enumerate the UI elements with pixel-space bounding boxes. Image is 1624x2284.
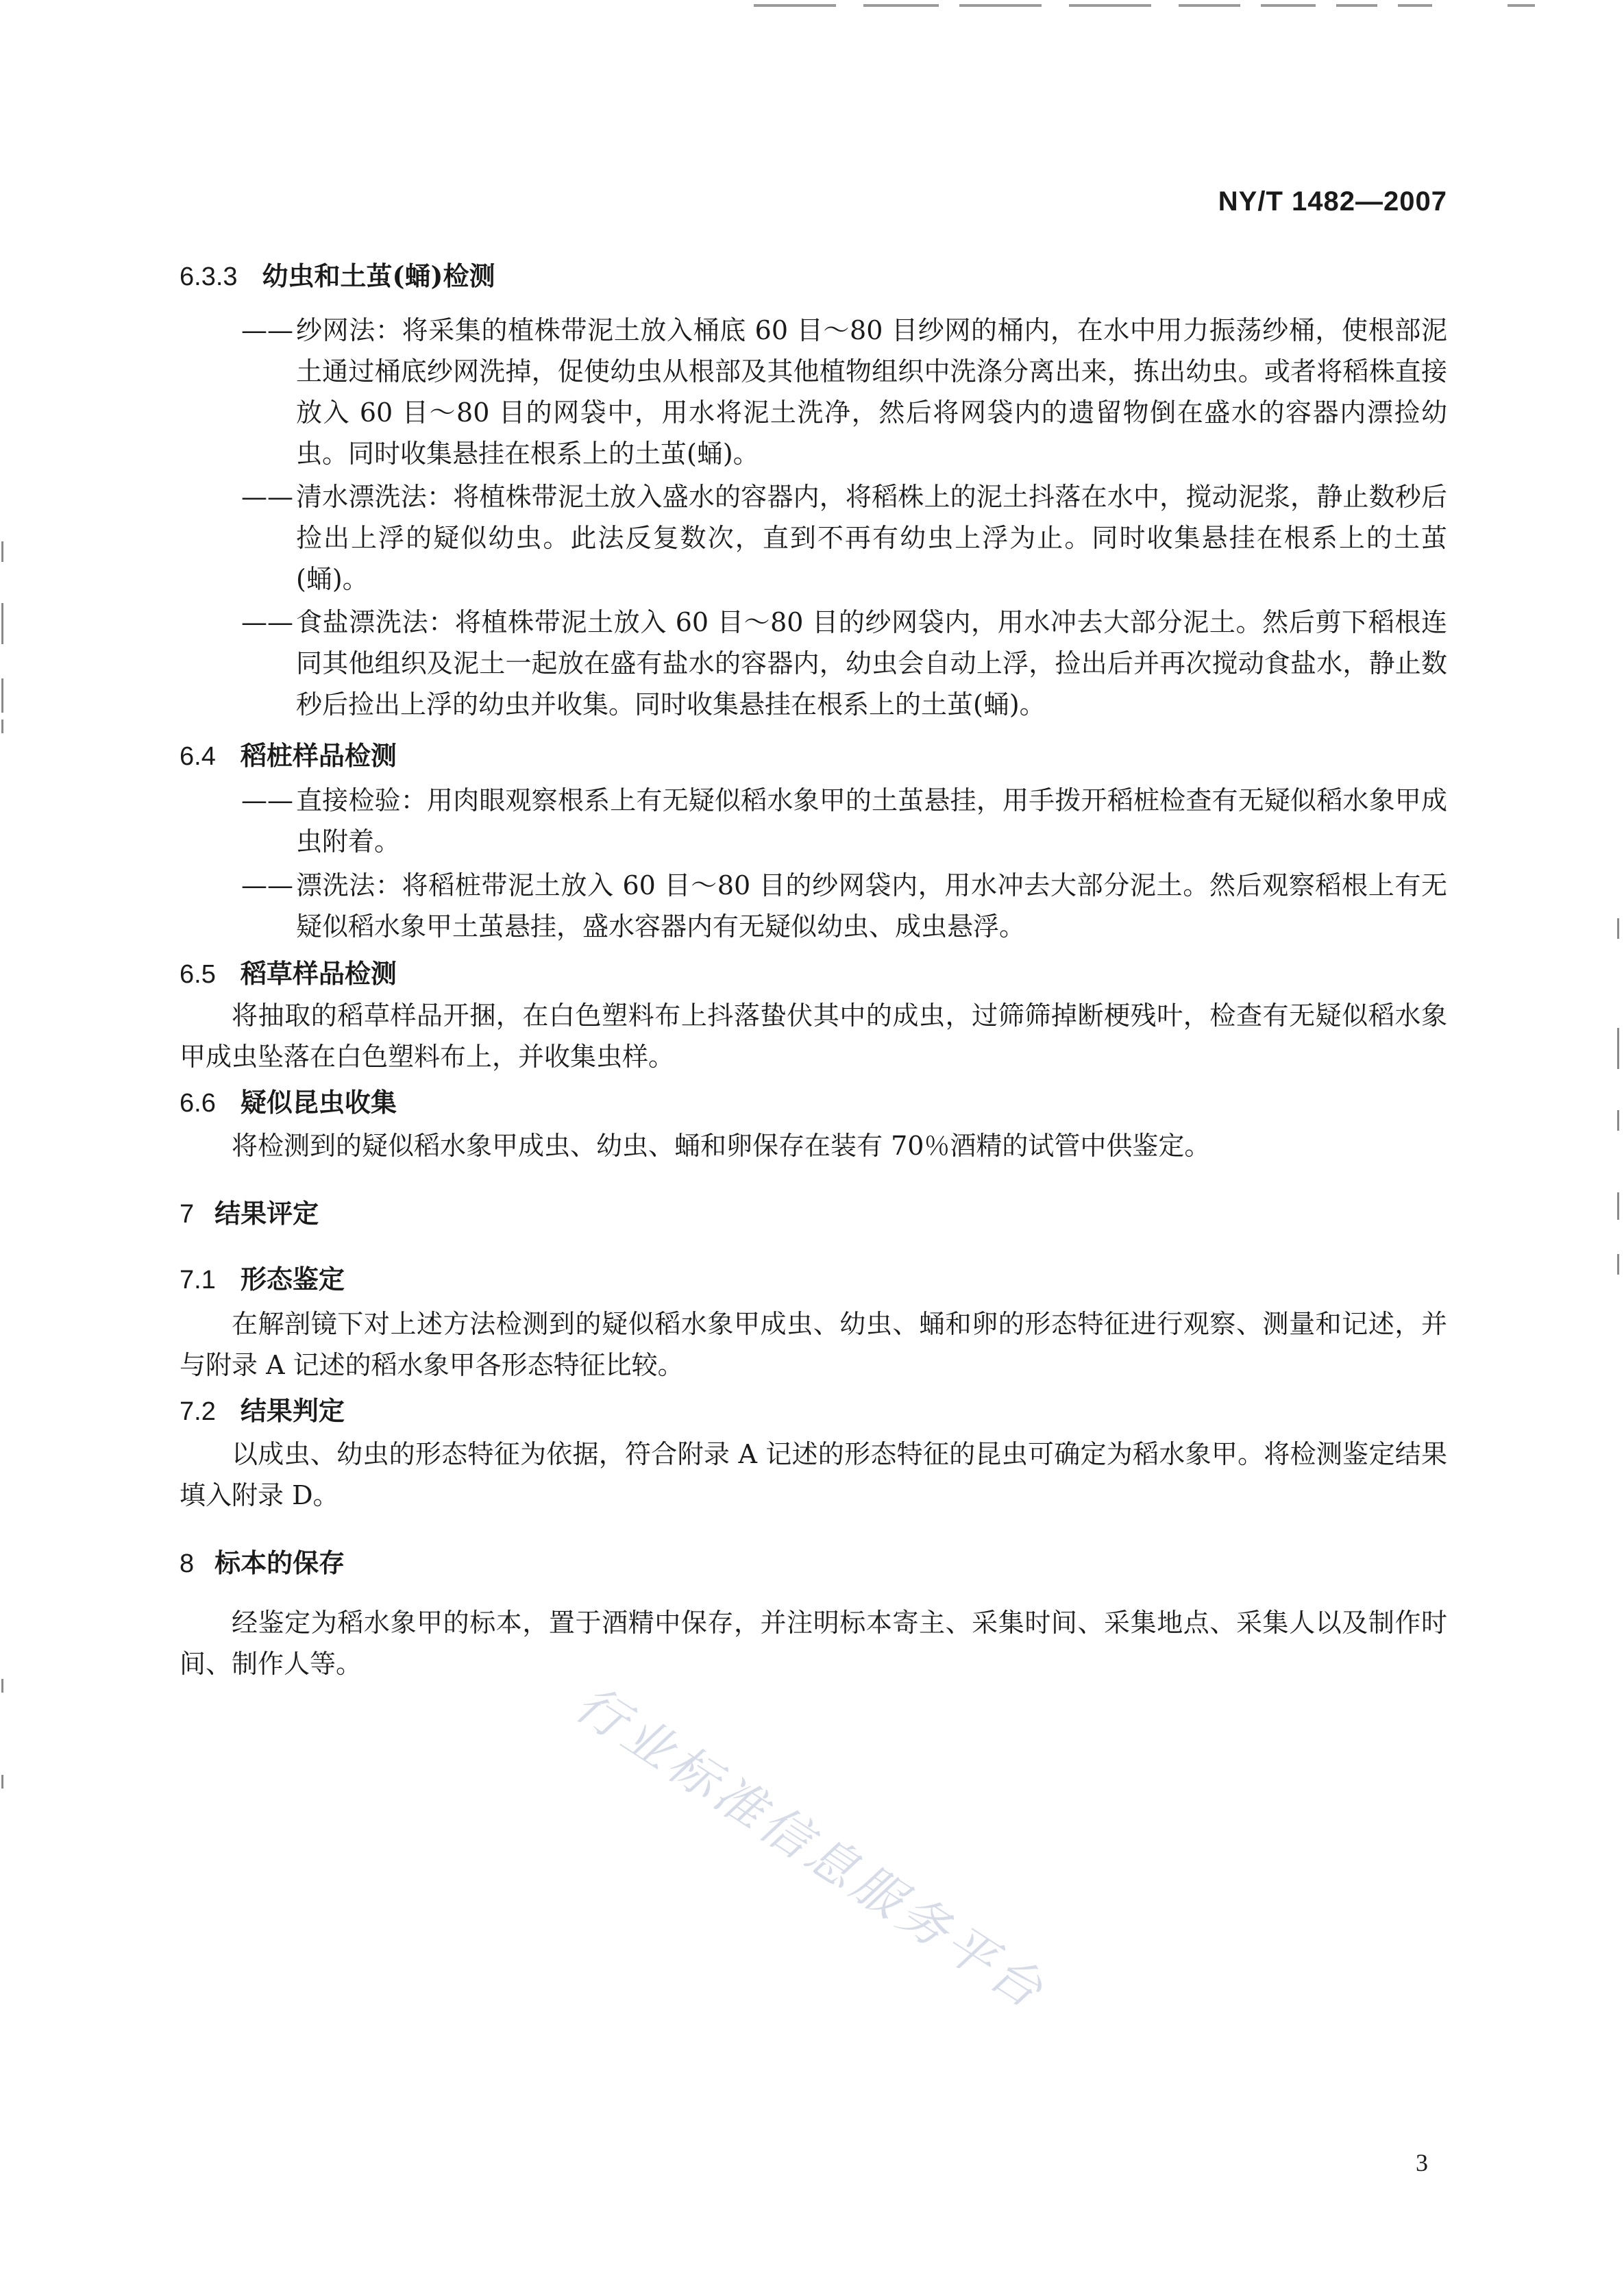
watermark: 行业标准信息服务平台 — [565, 1674, 1057, 2022]
paragraph-8: 经鉴定为稻水象甲的标本，置于酒精中保存，并注明标本寄主、采集时间、采集地点、采集人以及制作时间、制作人等。 — [180, 1608, 1447, 1679]
dash-marker: —— — [241, 482, 293, 512]
section-number: 6.6 — [180, 1089, 216, 1118]
list-item-text: 食盐漂洗法：将植株带泥土放入 60 目～80 目的纱网袋内，用水冲去大部分泥土。然后剪下稻根连同其他组织及泥土一起放在盛有盐水的容器内，幼虫会自动上浮，捡出后并再次搅动食盐水，静止数秒后捡出上浮的幼虫并收集。同时收集悬挂在根系上的土茧(蛹)。 — [296, 607, 1447, 720]
scan-artifact — [959, 4, 1042, 7]
section-number: 8 — [180, 1549, 195, 1578]
paragraph-6-5: 将抽取的稻草样品开捆，在白色塑料布上抖落蛰伏其中的成虫，过筛筛掉断梗残叶，检查有无疑似稻水象甲成虫坠落在白色塑料布上，并收集虫样。 — [180, 1000, 1447, 1072]
section-number: 6.3.3 — [180, 262, 238, 291]
list-item-text: 漂洗法：将稻桩带泥土放入 60 目～80 目的纱网袋内，用水冲去大部分泥土。然后观察稻根上有无疑似稻水象甲土茧悬挂，盛水容器内有无疑似幼虫、成虫悬浮。 — [296, 870, 1447, 942]
scan-artifact — [1508, 4, 1535, 7]
scan-artifact — [1336, 4, 1377, 7]
scan-artifact — [1398, 4, 1432, 7]
section-heading-6-3-3 — [180, 255, 495, 293]
scan-artifact — [754, 4, 836, 7]
section-heading-8 — [180, 1542, 345, 1580]
list-item-text: 清水漂洗法：将植株带泥土放入盛水的容器内，将稻株上的泥土抖落在水中，搅动泥浆，静止数秒后捡出上浮的疑似幼虫。此法反复数次，直到不再有幼虫上浮为止。同时收集悬挂在根系上的土茧(蛹)。 — [296, 482, 1447, 594]
section-number: 7 — [180, 1200, 195, 1229]
scan-artifact — [1, 678, 3, 713]
list-item-piaoxi — [241, 865, 1447, 947]
dash-marker: —— — [241, 607, 293, 637]
section-heading-7 — [180, 1192, 319, 1230]
list-item-qingshui — [241, 476, 1447, 600]
section-heading-6-5 — [180, 953, 397, 990]
section-title: 形态鉴定 — [240, 1264, 345, 1294]
scan-artifact — [1, 1679, 3, 1693]
scan-artifact — [1617, 1028, 1619, 1069]
list-item-text: 纱网法：将采集的植株带泥土放入桶底 60 目～80 目纱网的桶内，在水中用力振荡纱桶，使根部泥土通过桶底纱网洗掉，促使幼虫从根部及其他植物组织中洗涤分离出来，拣出幼虫。或者将稻株直接放入 60 目～80 目的网袋中，用水将泥土洗净，然后将网袋内的遗留物倒在盛水的容器内漂捡幼虫。同时收集悬挂在根系上的土茧(蛹)。 — [296, 315, 1447, 469]
section-number: 7.2 — [180, 1397, 216, 1426]
scan-artifact — [1, 720, 3, 733]
paragraph-7-2: 以成虫、幼虫的形态特征为依据，符合附录 A 记述的形态特征的昆虫可确定为稻水象甲。将检测鉴定结果填入附录 D。 — [180, 1439, 1447, 1510]
section-title: 标本的保存 — [214, 1547, 345, 1578]
scan-artifact — [1617, 1192, 1619, 1220]
dash-marker: —— — [241, 785, 293, 815]
section-title: 疑似昆虫收集 — [240, 1087, 397, 1118]
page-number: 3 — [1416, 2149, 1428, 2176]
list-item-zhijie — [241, 780, 1447, 862]
section-number: 6.4 — [180, 742, 216, 771]
section-heading-7-1 — [180, 1258, 345, 1296]
section-title: 结果评定 — [214, 1198, 319, 1229]
section-heading-6-4 — [180, 735, 397, 772]
section-title: 稻桩样品检测 — [240, 740, 397, 771]
section-number: 7.1 — [180, 1266, 216, 1294]
scan-artifact — [1, 1775, 3, 1789]
scan-artifact — [1617, 918, 1619, 939]
section-number: 6.5 — [180, 960, 216, 989]
scan-artifact — [863, 4, 939, 7]
scan-artifact — [1617, 1254, 1619, 1275]
section-title: 幼虫和土茧(蛹)检测 — [262, 260, 495, 291]
section-heading-7-2 — [180, 1390, 345, 1427]
standard-code: NY/T 1482—2007 — [1218, 186, 1447, 217]
list-item-shiyan — [241, 602, 1447, 725]
paragraph-6-6: 将检测到的疑似稻水象甲成虫、幼虫、蛹和卵保存在装有 70％酒精的试管中供鉴定。 — [232, 1131, 1211, 1161]
section-title: 稻草样品检测 — [240, 958, 397, 989]
scan-artifact — [1179, 4, 1240, 7]
scan-artifact — [1261, 4, 1316, 7]
scan-artifact — [1617, 1110, 1619, 1131]
list-item-shawang — [241, 310, 1447, 474]
list-item-text: 直接检验：用肉眼观察根系上有无疑似稻水象甲的土茧悬挂，用手拨开稻桩检查有无疑似稻水象甲成虫附着。 — [296, 785, 1447, 857]
scan-artifact — [1, 603, 3, 644]
section-heading-6-6 — [180, 1081, 397, 1119]
scan-artifact — [1, 541, 3, 562]
dash-marker: —— — [241, 315, 293, 345]
section-title: 结果判定 — [240, 1395, 345, 1426]
scan-artifact — [1069, 4, 1151, 7]
dash-marker: —— — [241, 870, 293, 900]
paragraph-7-1: 在解剖镜下对上述方法检测到的疑似稻水象甲成虫、幼虫、蛹和卵的形态特征进行观察、测量和记述，并与附录 A 记述的稻水象甲各形态特征比较。 — [180, 1309, 1447, 1380]
